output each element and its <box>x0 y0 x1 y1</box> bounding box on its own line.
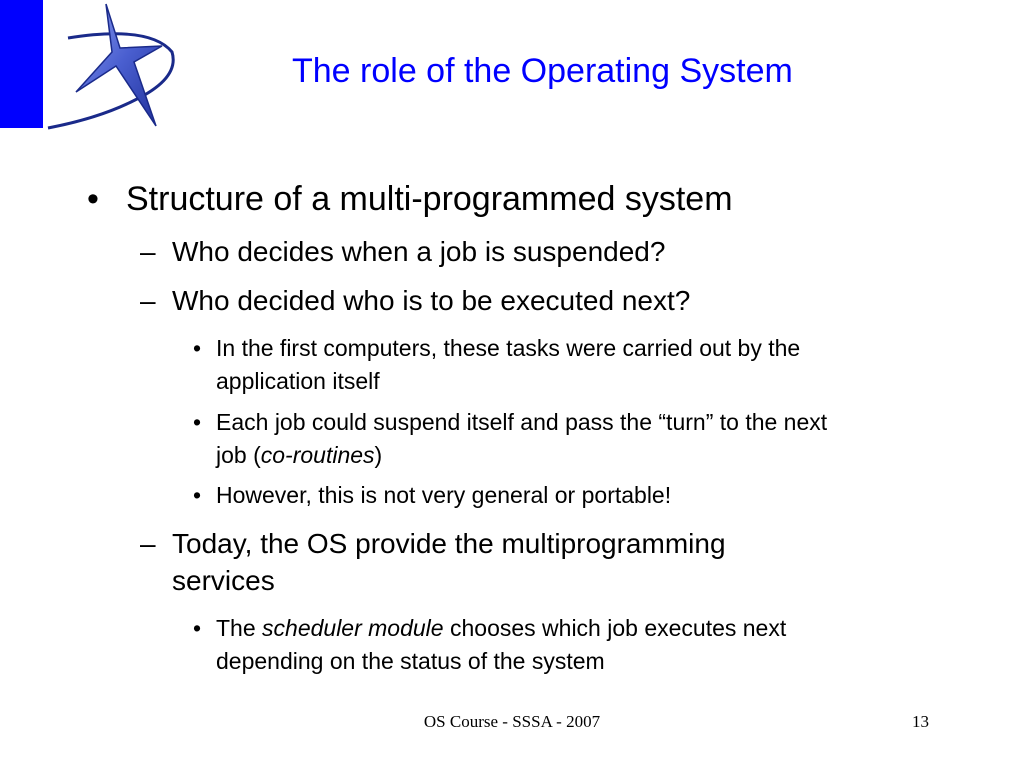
co-routines-term: co-routines <box>260 442 375 468</box>
sub-bullet-executed: Who decided who is to be executed next? <box>172 285 691 316</box>
bullet-main: Structure of a multi-programmed system <box>126 180 733 218</box>
item-suspend-line1: Each job could suspend itself and pass the “turn” to the next <box>216 409 828 435</box>
bullet-marker: • <box>87 180 99 218</box>
small-bullet-marker: • <box>193 335 202 361</box>
footer-course: OS Course - SSSA - 2007 <box>423 712 601 731</box>
small-bullet-marker: • <box>193 615 202 641</box>
item-suspend-suffix: ) <box>374 442 383 468</box>
item-first-computers-line1: In the first computers, these tasks were carried out by the <box>216 335 801 361</box>
dash-marker: – <box>140 236 156 267</box>
item-scheduler-line2: depending on the status of the system <box>216 648 605 674</box>
item-first-computers-line2: application itself <box>216 368 380 394</box>
page-number: 13 <box>912 712 929 731</box>
sub-bullet-today-line1: Today, the OS provide the multiprogramming <box>172 528 726 559</box>
scheduler-module-term: scheduler module <box>262 615 444 641</box>
item-scheduler-prefix: The <box>216 615 263 641</box>
sub-bullet-suspended: Who decides when a job is suspended? <box>172 236 666 267</box>
small-bullet-marker: • <box>193 482 202 508</box>
item-suspend-prefix: job ( <box>216 442 261 468</box>
item-suspend-line2 <box>216 442 382 469</box>
slide-title: The role of the Operating System <box>292 52 793 90</box>
item-not-portable: However, this is not very general or portable! <box>216 482 672 508</box>
item-scheduler-line1 <box>216 615 786 642</box>
dash-marker: – <box>140 285 156 316</box>
small-bullet-marker: • <box>193 409 202 435</box>
dash-marker: – <box>140 528 156 559</box>
item-scheduler-suffix: chooses which job executes next <box>443 615 787 641</box>
sub-bullet-today-line2: services <box>172 565 275 596</box>
